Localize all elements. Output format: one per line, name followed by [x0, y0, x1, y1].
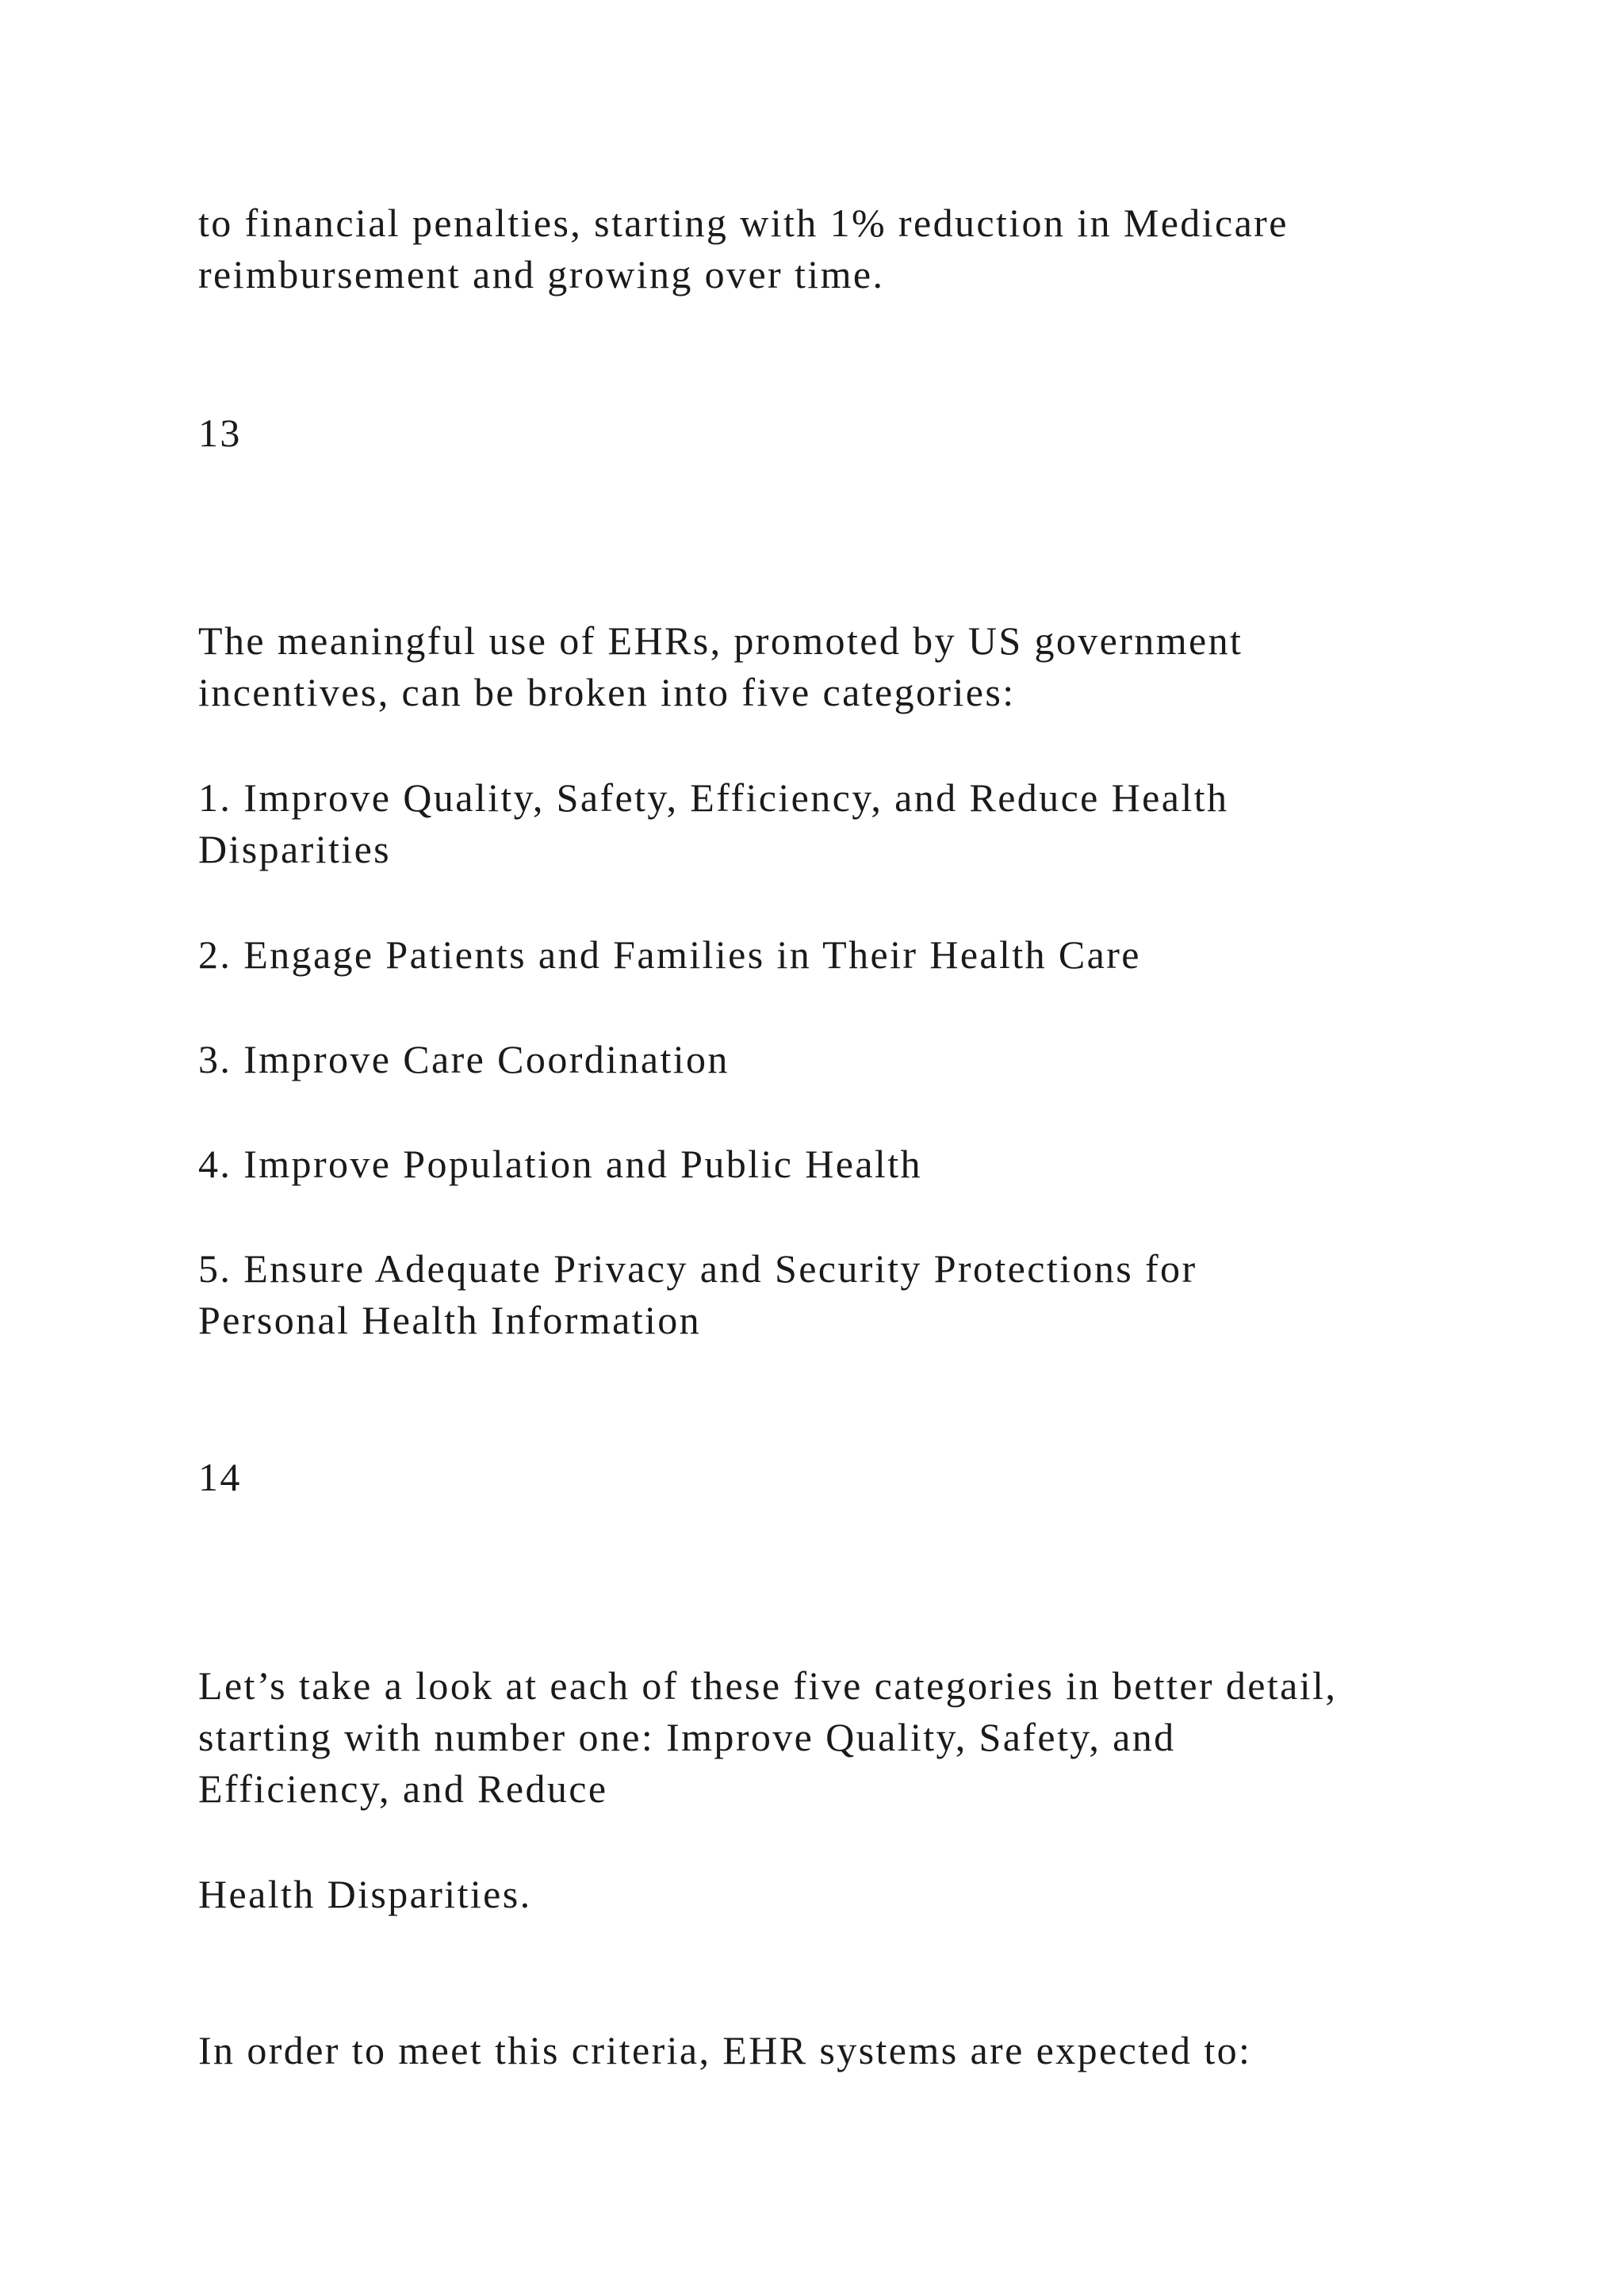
look-closer-line-4: Health Disparities. — [198, 1872, 532, 1916]
meaningful-use-line-1: The meaningful use of EHRs, promoted by US government — [198, 618, 1243, 663]
category-item-2: 2. Engage Patients and Families in Their Health Care — [198, 932, 1141, 977]
intro-line-2: reimbursement and growing over time. — [198, 252, 885, 297]
look-closer-line-2: starting with number one: Improve Quality, Safety, and — [198, 1715, 1176, 1759]
look-closer-line-1: Let’s take a look at each of these five categories in better detail, — [198, 1663, 1338, 1708]
category-item-1-line-2: Disparities — [198, 827, 392, 871]
category-item-5-line-2: Personal Health Information — [198, 1298, 702, 1342]
slide-number-14: 14 — [198, 1455, 242, 1499]
category-item-1-line-1: 1. Improve Quality, Safety, Efficiency, and Reduce Health — [198, 775, 1229, 820]
category-item-4: 4. Improve Population and Public Health — [198, 1142, 922, 1186]
meaningful-use-line-2: incentives, can be broken into five categories: — [198, 670, 1016, 714]
category-item-3: 3. Improve Care Coordination — [198, 1037, 730, 1081]
slide-number-13: 13 — [198, 411, 242, 455]
category-item-5-line-1: 5. Ensure Adequate Privacy and Security Protections for — [198, 1246, 1197, 1291]
criteria-line: In order to meet this criteria, EHR systems are expected to: — [198, 2028, 1252, 2072]
intro-line-1: to financial penalties, starting with 1% reduction in Medicare — [198, 201, 1289, 245]
look-closer-line-3: Efficiency, and Reduce — [198, 1766, 608, 1811]
